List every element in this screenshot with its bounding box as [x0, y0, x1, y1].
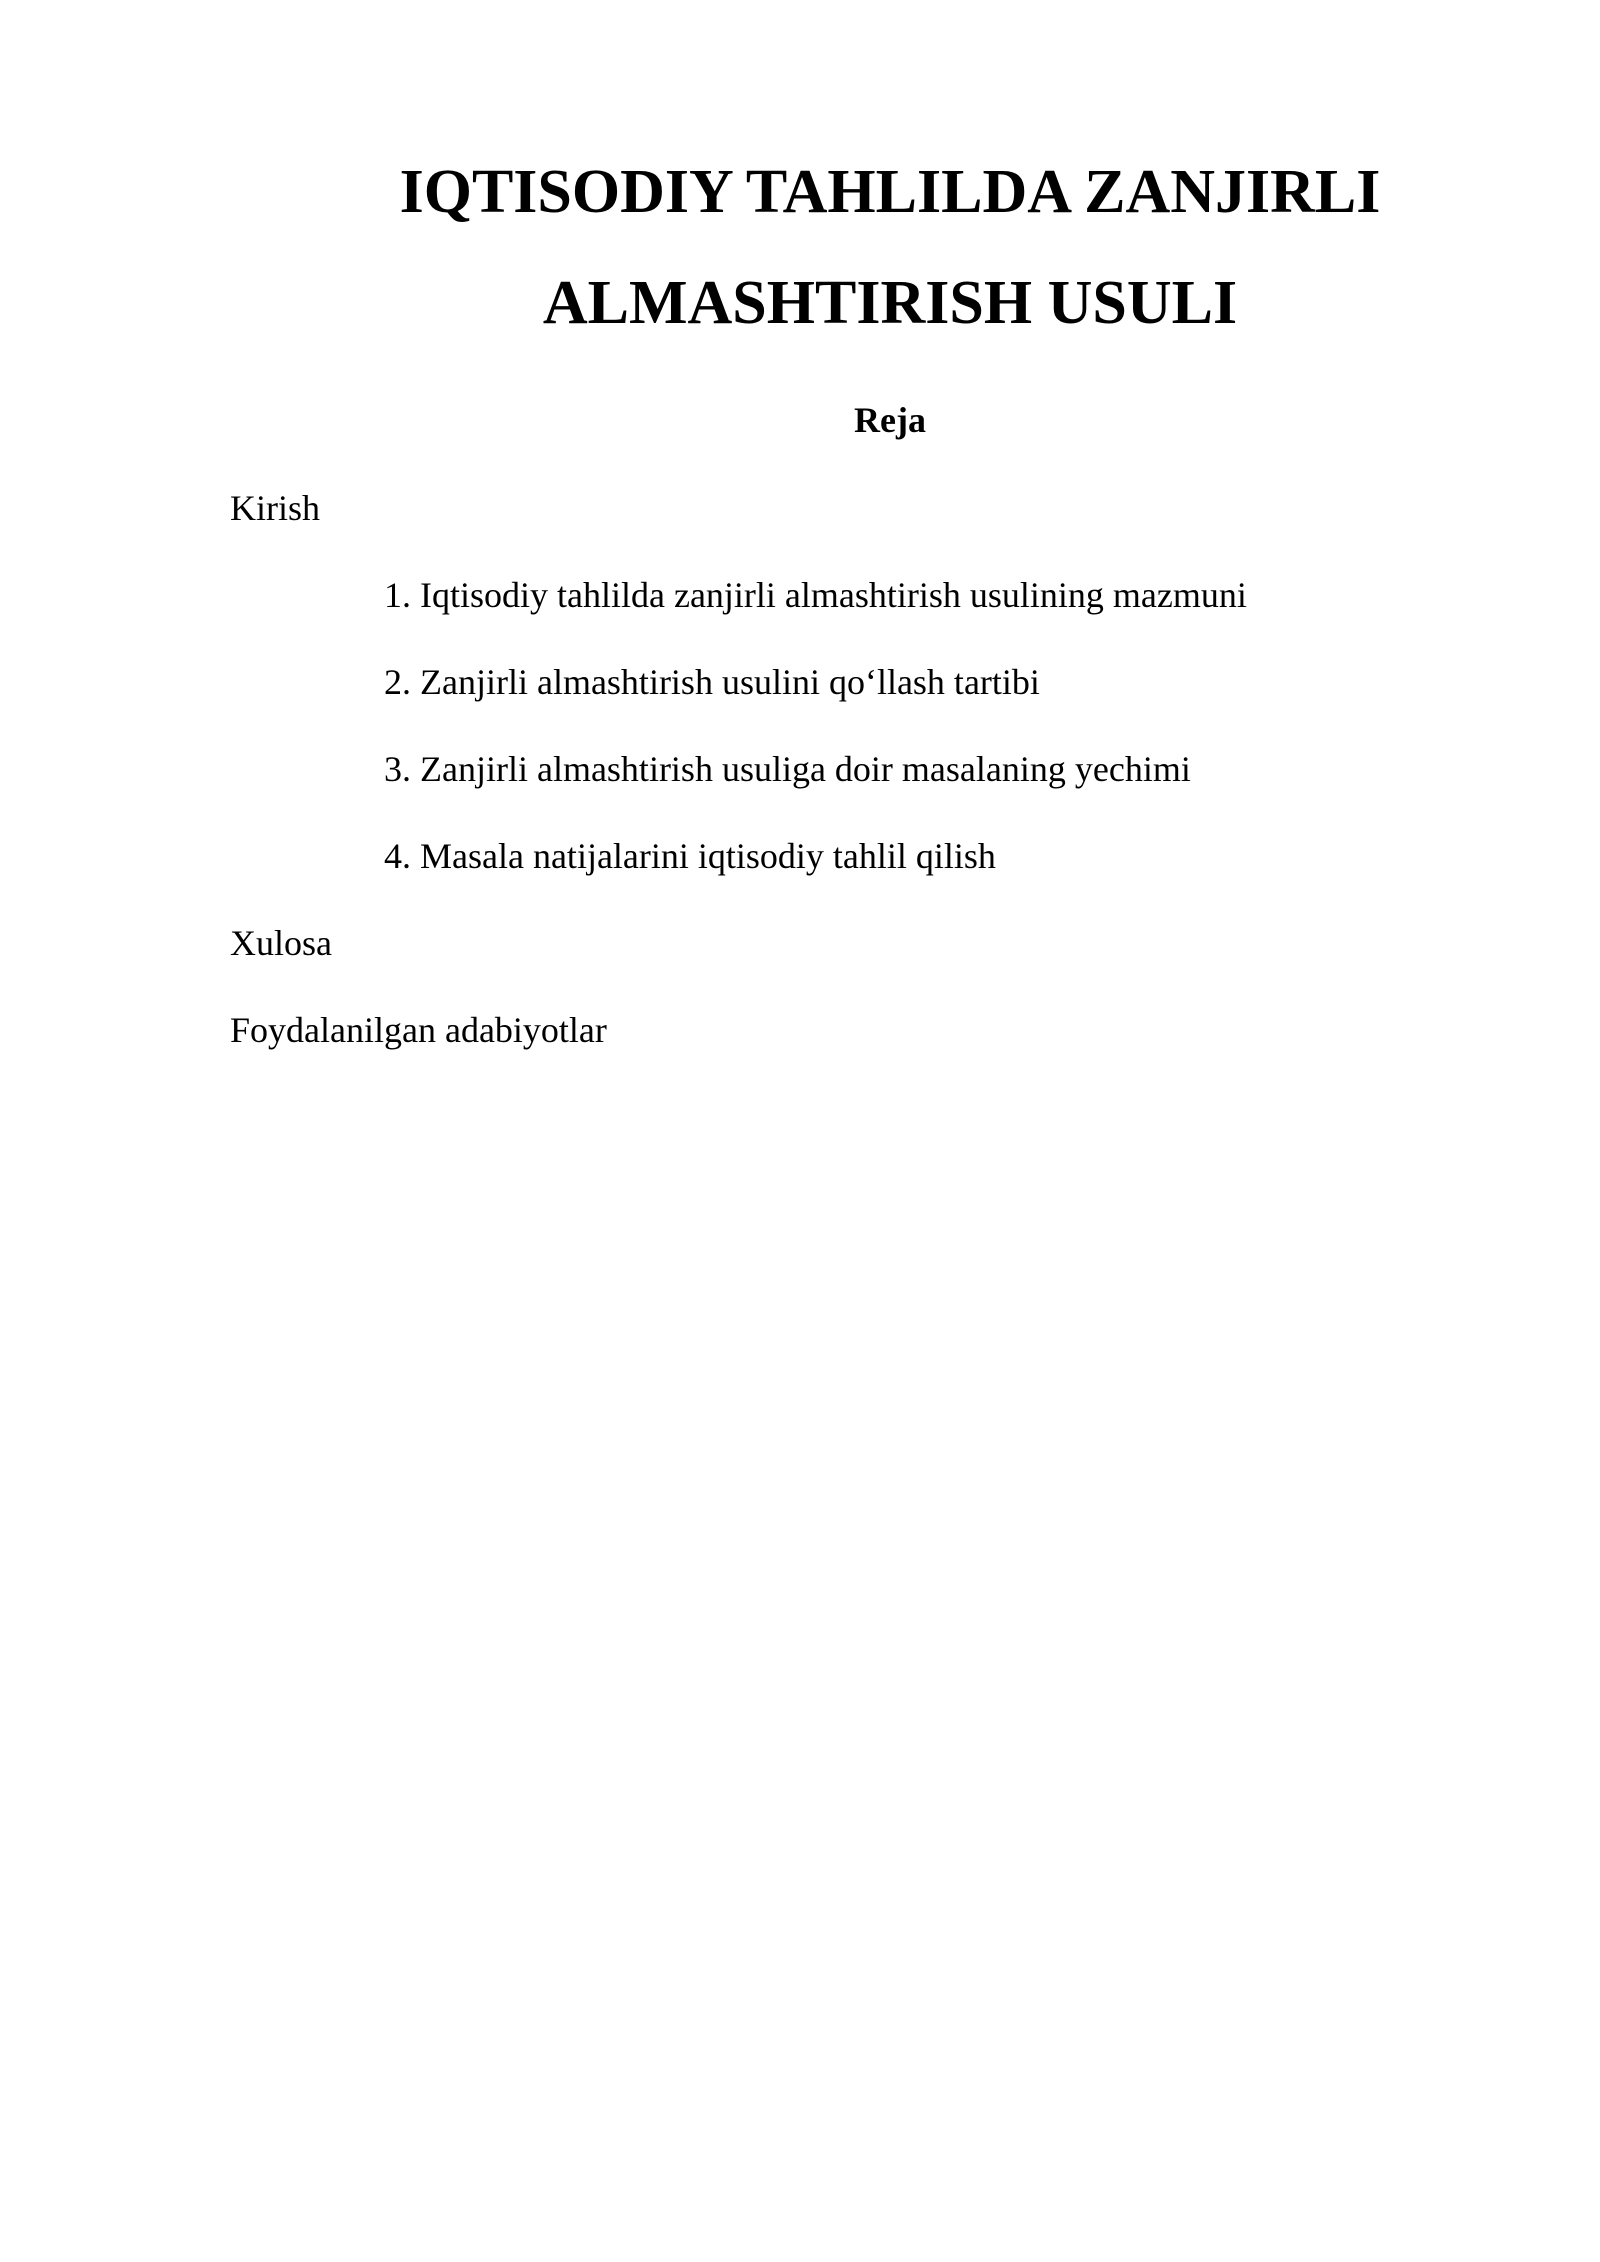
document-title-line-2: ALMASHTIRISH USULI — [542, 269, 1238, 337]
plan-references: Foydalanilgan adabiyotlar — [230, 1010, 607, 1050]
plan-item-3: 3. Zanjirli almashtirish usuliga doir masalaning yechimi — [384, 749, 1191, 789]
plan-conclusion: Xulosa — [230, 923, 332, 963]
document-title-line-1: IQTISODIY TAHLILDA ZANJIRLI — [399, 158, 1381, 226]
plan-heading: Reja — [854, 400, 926, 440]
plan-intro: Kirish — [230, 488, 320, 528]
plan-item-4: 4. Masala natijalarini iqtisodiy tahlil qilish — [384, 836, 996, 876]
plan-item-1: 1. Iqtisodiy tahlilda zanjirli almashtirish usulining mazmuni — [384, 575, 1247, 615]
plan-item-2: 2. Zanjirli almashtirish usulini qo‘llash tartibi — [384, 662, 1040, 702]
